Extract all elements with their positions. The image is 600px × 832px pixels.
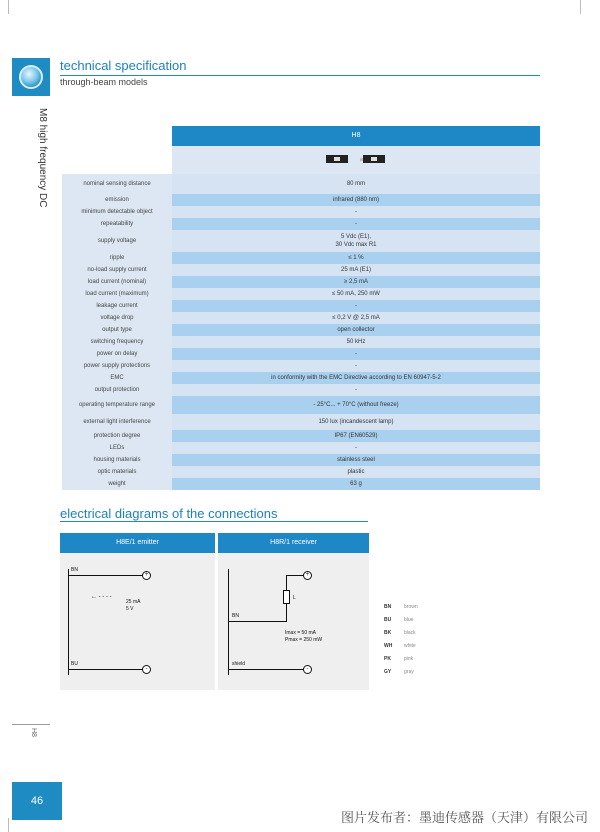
resistor-top-wire: [286, 575, 287, 590]
spec-row-label: no-load supply current: [62, 264, 172, 276]
receiver-body-line: [228, 569, 229, 675]
emitter-bu-wire: [68, 669, 146, 670]
spec-row-label: load current (maximum): [62, 288, 172, 300]
legend-name: gray: [404, 668, 414, 675]
spec-row-label: voltage drop: [62, 312, 172, 324]
spec-row-value: ≤ 50 mA, 250 mW: [172, 288, 540, 300]
emitter-bn-wire: [68, 575, 146, 576]
spec-row-label: load current (nominal): [62, 276, 172, 288]
spec-row-label: power supply protections: [62, 360, 172, 372]
spec-row-label: output protection: [62, 384, 172, 396]
spec-row-label: weight: [62, 478, 172, 490]
spec-row-value: 150 lux (incandescent lamp): [172, 414, 540, 430]
spec-row-value: -: [172, 218, 540, 230]
spec-row-value: infrared (880 nm): [172, 194, 540, 206]
side-category-label: M8 high frequency DC: [37, 108, 48, 208]
spec-row-value: open collector: [172, 324, 540, 336]
spec-row: [62, 218, 540, 230]
spec-row: [62, 264, 540, 276]
spec-row-value: -: [172, 300, 540, 312]
resistor-bottom-wire: [286, 604, 287, 622]
spec-row-label: minimum detectable object: [62, 206, 172, 218]
spec-row-value: stainless steel: [172, 454, 540, 466]
spec-row-label: power on delay: [62, 348, 172, 360]
spec-row: [62, 360, 540, 372]
emitter-current: 25 mA: [126, 599, 141, 605]
legend-name: white: [404, 642, 416, 649]
spec-row-label: housing materials: [62, 454, 172, 466]
spec-model-header: H8: [172, 126, 540, 146]
resistor-label: L: [293, 595, 296, 601]
receiver-diagram: [218, 533, 369, 690]
plus-terminal-icon: +: [142, 571, 151, 580]
receiver-shield-label: shield: [232, 661, 246, 667]
spec-row: [62, 324, 540, 336]
spec-row-label: leakage current: [62, 300, 172, 312]
spec-row: [62, 312, 540, 324]
emitter-voltage: 5 V: [126, 606, 134, 612]
spec-row-value: 25 mA (E1): [172, 264, 540, 276]
page-number: 46: [12, 782, 62, 820]
emitter-body-line: [68, 569, 69, 675]
spec-row-label: output type: [62, 324, 172, 336]
plus-terminal-icon: +: [303, 571, 312, 580]
spec-row: [62, 348, 540, 360]
spec-row-value: ≤ 1 %: [172, 252, 540, 264]
spec-row-value: IP67 (EN60529): [172, 430, 540, 442]
spec-row: [62, 230, 540, 252]
page-subtitle: through-beam models: [60, 77, 148, 87]
title-rule: [60, 75, 540, 76]
spec-row-value: 5 Vdc (E1), 30 Vdc max R1: [172, 230, 540, 252]
spec-row-value: ≥ 2,5 mA: [172, 276, 540, 288]
legend-name: brown: [404, 603, 418, 610]
emitter-sensor-icon: [326, 155, 348, 163]
legend-item: [384, 665, 418, 678]
spec-row-label: nominal sensing distance: [62, 174, 172, 194]
diagrams-title-rule: [60, 521, 368, 522]
spec-row: [62, 478, 540, 490]
minus-terminal-icon: -: [303, 665, 312, 674]
crop-mark-top-left: [8, 0, 9, 14]
spec-row-label: external light interference: [62, 414, 172, 430]
crop-mark-bottom-left: [8, 818, 9, 832]
spec-row-value: -: [172, 442, 540, 454]
spec-row-value: plastic: [172, 466, 540, 478]
spec-row: [62, 396, 540, 414]
spec-row: [62, 174, 540, 194]
spec-row: [62, 206, 540, 218]
spec-row-value: -: [172, 384, 540, 396]
legend-name: blue: [404, 616, 414, 623]
spec-row: [62, 442, 540, 454]
spec-row-value: - 25°C... + 70°C (without freeze): [172, 396, 540, 414]
spec-row-value: 80 mm: [172, 174, 540, 194]
brand-logo: [12, 58, 50, 96]
spec-row-value: -: [172, 360, 540, 372]
emitter-bn-label: BN: [71, 567, 78, 573]
legend-code: WH: [384, 642, 393, 649]
legend-code: BU: [384, 616, 392, 623]
spec-row-label: LEDs: [62, 442, 172, 454]
spec-row-label: switching frequency: [62, 336, 172, 348]
spec-row-label: emission: [62, 194, 172, 206]
spec-row-value: 50 kHz: [172, 336, 540, 348]
spec-row: [62, 384, 540, 396]
spec-row: [62, 194, 540, 206]
legend-code: GY: [384, 668, 392, 675]
legend-item: [384, 652, 418, 665]
load-resistor-icon: [283, 590, 290, 604]
receiver-bn-label: BN: [232, 613, 239, 619]
spec-row-label: repeatability: [62, 218, 172, 230]
legend-item: [384, 600, 418, 613]
spec-row-value: -: [172, 206, 540, 218]
spec-row: [62, 252, 540, 264]
spec-row: [62, 336, 540, 348]
legend-code: BK: [384, 629, 392, 636]
spec-row-value: in conformity with the EMC Directive according to EN 60947-5-2: [172, 372, 540, 384]
footer-model-label: H8: [30, 728, 37, 737]
spec-row: [62, 300, 540, 312]
spec-row: [62, 414, 540, 430]
receiver-diagram-title: H8R/1 receiver: [218, 533, 369, 553]
spec-row-label: EMC: [62, 372, 172, 384]
diagrams-title: electrical diagrams of the connections: [60, 506, 278, 521]
spec-row-value: ≤ 0,2 V @ 2,5 mA: [172, 312, 540, 324]
current-arrow-icon: ← - - - -: [91, 594, 112, 600]
legend-item: [384, 613, 418, 626]
legend-name: black: [404, 629, 416, 636]
spec-row: [62, 276, 540, 288]
emitter-diagram: [60, 533, 215, 690]
emitter-bu-label: BU: [71, 661, 78, 667]
receiver-shield-wire: [228, 669, 306, 670]
emitter-diagram-title: H8E/1 emitter: [60, 533, 215, 553]
legend-code: BN: [384, 603, 392, 610]
legend-code: PK: [384, 655, 391, 662]
legend-name: pink: [404, 655, 414, 662]
spec-table: [62, 174, 540, 490]
spec-row: [62, 372, 540, 384]
spec-row-label: supply voltage: [62, 230, 172, 252]
spec-row: [62, 430, 540, 442]
receiver-imax: Imax = 50 mA: [285, 630, 316, 636]
spec-row: [62, 288, 540, 300]
spec-row-value: 63 g: [172, 478, 540, 490]
spec-row-value: -: [172, 348, 540, 360]
spec-row-label: operating temperature range: [62, 396, 172, 414]
footer-rule: [12, 724, 50, 725]
spec-row: [62, 454, 540, 466]
sensor-pair-illustration: [172, 146, 540, 174]
spec-row-label: ripple: [62, 252, 172, 264]
receiver-sensor-icon: [363, 155, 385, 163]
lens-icon: [19, 65, 43, 89]
minus-terminal-icon: -: [142, 665, 151, 674]
receiver-pmax: Pmax = 250 mW: [285, 637, 323, 643]
spec-row: [62, 466, 540, 478]
legend-item: [384, 639, 418, 652]
wire-color-legend: [384, 600, 418, 678]
publisher-watermark: 图片发布者：墨迪传感器（天津）有限公司: [340, 811, 588, 826]
page-title: technical specification: [60, 58, 187, 73]
spec-row-label: protection degree: [62, 430, 172, 442]
spec-row-label: optic materials: [62, 466, 172, 478]
legend-item: [384, 626, 418, 639]
receiver-bn-wire: [228, 621, 287, 622]
crop-mark-top-right: [580, 0, 581, 14]
